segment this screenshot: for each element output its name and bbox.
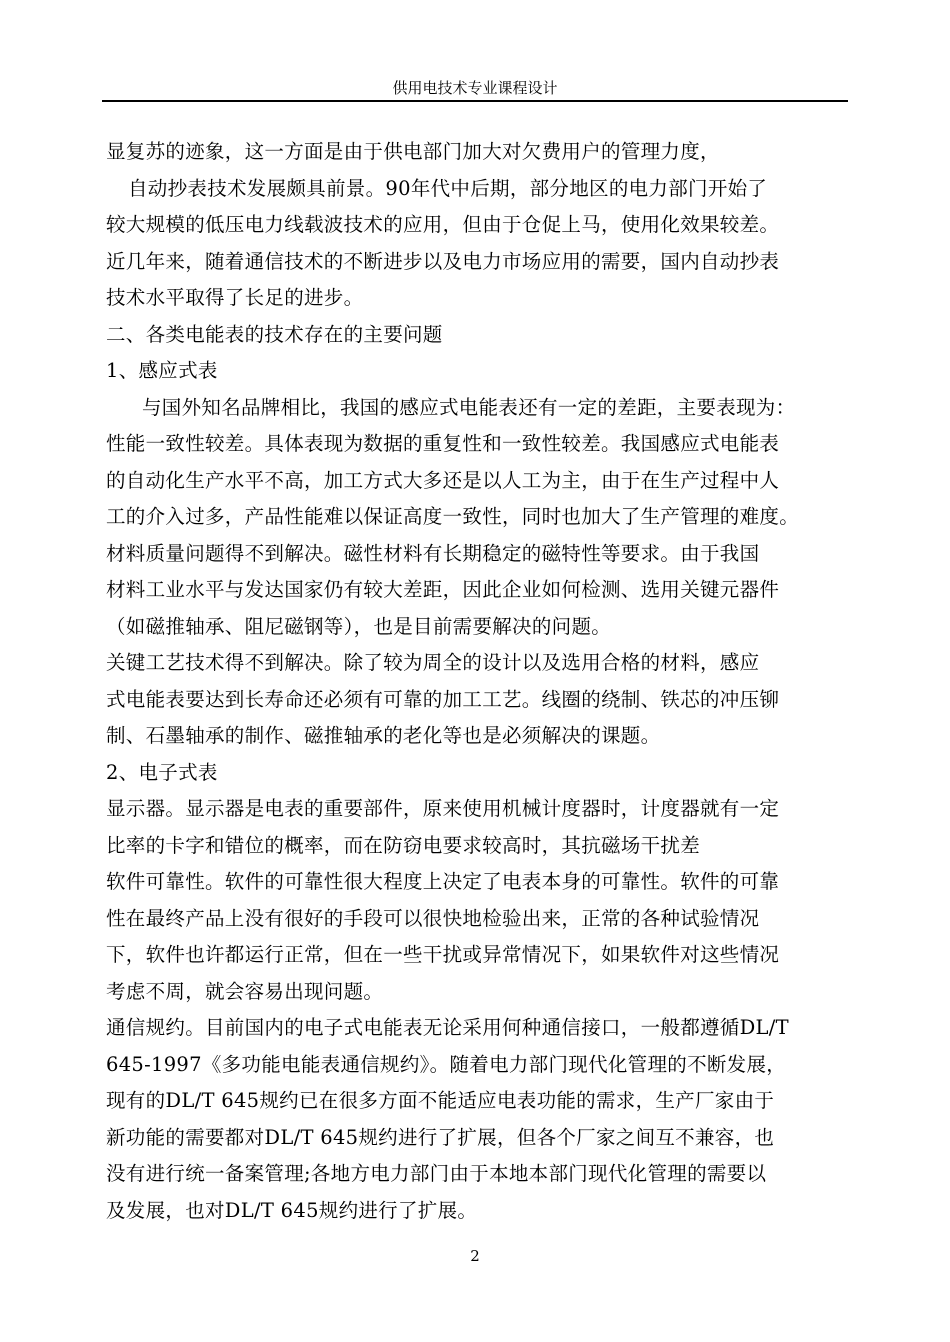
text-line: 软件可靠性。软件的可靠性很大程度上决定了电表本身的可靠性。软件的可靠: [106, 870, 780, 893]
text-line: 645-1997《多功能电能表通信规约》。随着电力部门现代化管理的不断发展，: [106, 1052, 787, 1076]
text-line: 下，软件也许都运行正常，但在一些干扰或异常情况下，如果软件对这些情况: [106, 943, 780, 966]
text-line: 的自动化生产水平不高，加工方式大多还是以人工为主，由于在生产过程中人: [106, 468, 780, 492]
text-line: 比率的卡字和错位的概率，而在防窃电要求较高时，其抗磁场干扰差: [106, 833, 701, 857]
subsection-heading: 2、电子式表: [106, 760, 218, 784]
text-line: 现有的DL/T 645规约已在很多方面不能适应电表功能的需求，生产厂家由于: [106, 1089, 775, 1112]
subsection-heading: 1、感应式表: [106, 359, 218, 382]
text-line: 考虑不周，就会容易出现问题。: [106, 979, 384, 1003]
text-line: 显示器。显示器是电表的重要部件，原来使用机械计度器时，计度器就有一定: [106, 797, 780, 820]
text-line: 近几年来，随着通信技术的不断进步以及电力市场应用的需要，国内自动抄表: [106, 249, 780, 273]
document-body: [106, 134, 848, 1229]
text-line: 制、石墨轴承的制作、磁推轴承的老化等也是必须解决的课题。: [106, 724, 661, 747]
text-line: 较大规模的低压电力线载波技术的应用，但由于仓促上马，使用化效果较差。: [106, 213, 780, 236]
text-line: 显复苏的迹象，这一方面是由于供电部门加大对欠费用户的管理力度，: [106, 140, 720, 163]
text-line: 式电能表要达到长寿命还必须有可靠的加工工艺。线圈的绕制、铁芯的冲压铆: [106, 687, 780, 711]
text-line: 自动抄表技术发展颇具前景。90年代中后期，部分地区的电力部门开始了: [128, 176, 768, 200]
header-divider: [102, 100, 848, 102]
text-line: 关键工艺技术得不到解决。除了较为周全的设计以及选用合格的材料，感应: [106, 651, 760, 674]
page-header: 供用电技术专业课程设计: [392, 79, 558, 97]
text-line: 工的介入过多，产品性能难以保证高度一致性，同时也加大了生产管理的难度。: [106, 505, 800, 528]
text-line: 材料质量问题得不到解决。磁性材料有长期稳定的磁特性等要求。由于我国: [106, 541, 760, 565]
text-line: 性在最终产品上没有很好的手段可以很快地检验出来，正常的各种试验情况: [106, 906, 760, 930]
text-line: 性能一致性较差。具体表现为数据的重复性和一致性较差。我国感应式电能表: [106, 432, 780, 455]
text-line: 新功能的需要都对DL/T 645规约进行了扩展，但各个厂家之间互不兼容，也: [106, 1125, 775, 1149]
text-line: （如磁推轴承、阻尼磁钢等），也是目前需要解决的问题。: [106, 614, 612, 638]
text-line: 与国外知名品牌相比，我国的感应式电能表还有一定的差距，主要表现为：: [142, 395, 796, 419]
text-line: 通信规约。目前国内的电子式电能表无论采用何种通信接口，一般都遵循DL/T: [106, 1016, 789, 1039]
text-line: 没有进行统一备案管理;各地方电力部门由于本地本部门现代化管理的需要以: [106, 1162, 767, 1185]
section-heading: 二、各类电能表的技术存在的主要问题: [106, 322, 443, 346]
text-line: 材料工业水平与发达国家仍有较大差距，因此企业如何检测、选用关键元器件: [106, 578, 780, 601]
text-line: 技术水平取得了长足的进步。: [106, 286, 364, 309]
page-number: 2: [470, 1247, 480, 1265]
text-line: 及发展，也对DL/T 645规约进行了扩展。: [106, 1198, 478, 1222]
